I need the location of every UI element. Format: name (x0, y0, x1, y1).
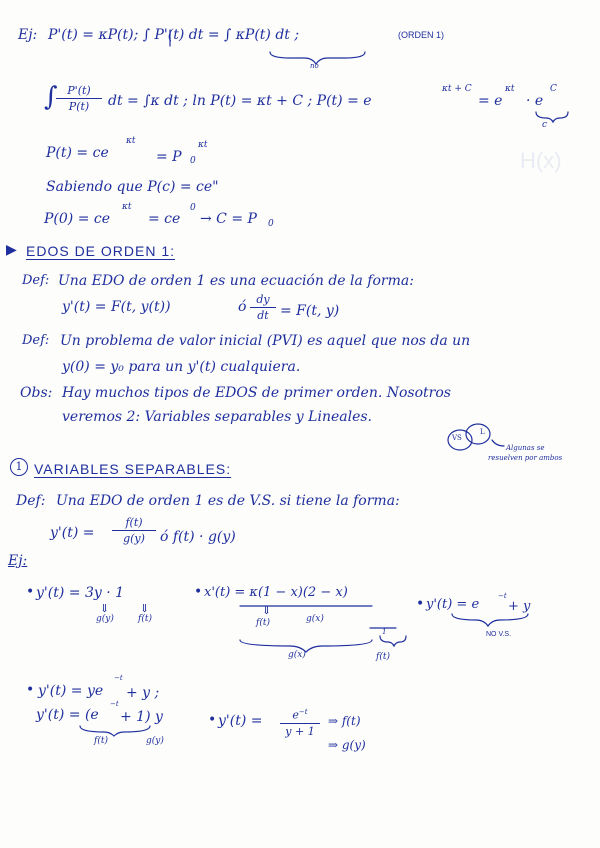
exponent-kt: κt (505, 84, 515, 94)
arrow-e1-a: ⇓ (100, 602, 110, 615)
def2-label: Def: (22, 333, 50, 348)
e5-ft: ⇒ f(t) (328, 714, 361, 728)
initial-sub: 0 (268, 219, 274, 229)
venn-note-2: resuelven por ambos (488, 454, 563, 462)
dy: dy (250, 293, 276, 308)
e2-ft-bottom: f(t) (376, 652, 390, 662)
obs-text2: veremos 2: Variables separables y Lineales. (62, 409, 372, 425)
def1-text: Una EDO de orden 1 es una ecuación de la forma: (58, 273, 414, 289)
brace-ec (536, 112, 568, 122)
venn-left-label: VS (452, 434, 462, 442)
fraction-numerator: P'(t) (56, 84, 102, 99)
bullet-e3: • (416, 596, 425, 612)
def1-eq1: y'(t) = F(t, y(t)) (62, 299, 171, 315)
example-equation: P'(t) = κP(t); ∫ P'(t) dt = ∫ κP(t) dt ; (48, 27, 300, 43)
section-title-vs: VARIABLES SEPARABLES: (34, 461, 232, 477)
vs-denominator: g(y) (123, 532, 145, 545)
def2-text2: y(0) = y₀ para un y'(t) cualquiera. (62, 359, 301, 375)
e1-ft: f(t) (138, 614, 152, 624)
bullet-e5: • (208, 712, 217, 728)
e5-num-exp: −t (298, 708, 308, 716)
times-e: · e (526, 93, 544, 109)
bullet-e2: • (194, 584, 203, 600)
bullet-e4: • (26, 682, 35, 698)
venn-right-label: L (480, 428, 485, 436)
solution-exponent-2: κt (198, 140, 208, 150)
solution-equals-p: = P (156, 149, 182, 165)
brace-example (270, 52, 365, 64)
e4-rest: + y ; (126, 685, 160, 701)
integral-sign: ∫ (44, 82, 58, 112)
example-e4b: y'(t) = (e (36, 707, 99, 723)
brace-e4 (80, 726, 150, 736)
knowing-line: Sabiendo que P(c) = ce" (46, 179, 219, 195)
brace-e3 (452, 614, 528, 626)
e4-exponent: −t (114, 674, 123, 682)
example-label: Ej: (18, 27, 38, 43)
integral-equation: dt = ∫κ dt ; ln P(t) = κt + C ; P(t) = e (108, 93, 372, 109)
obs-label: Obs: (20, 385, 53, 401)
e1-gy: g(y) (96, 614, 114, 624)
bleed-through-mark: H(x) (520, 148, 562, 173)
def3-label: Def: (16, 493, 46, 509)
brace-e2-right (380, 636, 406, 646)
solution-equation: P(t) = ce (46, 145, 109, 161)
e4-ft: f(t) (94, 736, 108, 746)
e5-num-base: e (292, 708, 299, 722)
e5-denominator: y + 1 (285, 724, 315, 738)
no-vs-note: NO V.S. (486, 631, 512, 638)
brace-label-c: c (542, 120, 548, 130)
vs-numerator: f(t) (112, 516, 156, 531)
def3-text: Una EDO de orden 1 es de V.S. si tiene la forma: (56, 493, 400, 509)
def1-or: ó (238, 299, 247, 315)
e3-rest: + y (508, 599, 531, 614)
obs-text: Hay muchos tipos de EDOS de primer orden. Nosotros (62, 385, 451, 401)
bullet-e1: • (26, 584, 35, 600)
initial-result: → C = P (200, 211, 257, 227)
def1-eq2: = F(t, y) (280, 303, 340, 319)
fraction-denominator: P(t) (68, 100, 90, 113)
e2-gx-bottom: g(x) (288, 650, 306, 660)
dt: dt (257, 309, 269, 322)
solution-subscript: 0 (190, 156, 196, 166)
initial-rest: = ce (148, 211, 181, 227)
venn-note: Algunas se (506, 444, 545, 452)
equals-e: = e (478, 93, 503, 109)
def3-lhs: y'(t) = (50, 525, 95, 541)
arrow-e2: ⇓ (262, 604, 272, 617)
def1-label: Def: (22, 273, 50, 288)
e3-exponent: −t (498, 592, 507, 600)
e4b-rest: + 1) y (120, 709, 163, 725)
examples-label: Ej: (8, 553, 28, 569)
initial-exp: κt (122, 202, 132, 212)
example-e4: y'(t) = ye (38, 683, 104, 699)
example-e3: y'(t) = e (426, 597, 480, 612)
e5-gy: ⇒ g(y) (328, 738, 366, 752)
arrow-e1-b: ⇓ (140, 602, 150, 615)
e4-gy: g(y) (146, 736, 164, 746)
def2-text: Un problema de valor inicial (PVI) es aquel que nos da un (60, 333, 471, 349)
e2-ft: f(t) (256, 618, 270, 628)
brace-e2 (240, 640, 372, 652)
section-bullet-icon: ▶ (6, 242, 17, 258)
example-e1: y'(t) = 3y · 1 (36, 585, 125, 601)
venn-arrow (492, 440, 504, 446)
section-title-edos: EDOS DE ORDEN 1: (26, 243, 176, 259)
example-e5: y'(t) = (218, 713, 263, 729)
exponent-kt-c: κt + C (442, 84, 472, 94)
initial-exp-0: 0 (190, 203, 196, 213)
e4b-exponent: −t (110, 700, 119, 708)
e2-one: 1 (382, 628, 387, 636)
initial-condition: P(0) = ce (44, 211, 111, 227)
section-number-badge: 1 (10, 458, 28, 476)
exponent-c: C (550, 84, 557, 94)
under-brace-note: no (310, 62, 319, 70)
order-note: (ORDEN 1) (398, 30, 445, 40)
e2-gx: g(x) (306, 614, 324, 624)
example-e2: x'(t) = κ(1 − x)(2 − x) (204, 585, 348, 600)
solution-exponent: κt (126, 136, 136, 146)
def3-rhs: ó f(t) · g(y) (160, 529, 236, 545)
